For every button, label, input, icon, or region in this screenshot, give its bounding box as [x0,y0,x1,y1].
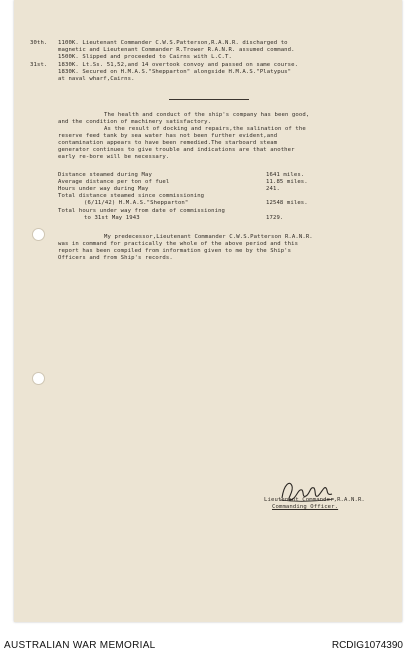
paragraph-1-line-6: generator continues to give trouble and indications are that another [58,147,295,153]
paragraph-1-line-2: and the condition of machinery satisfactory. [58,119,212,125]
punch-hole-top [32,228,45,241]
stat-value-distance-may: 1641 miles. [266,172,305,178]
stat-value-total-hours: 1729. [266,215,284,221]
stat-label-total-distance: Total distance steamed since commissioning [58,193,205,199]
punch-hole-bottom [32,372,45,385]
stat-label-distance-may: Distance steamed during May [58,172,152,178]
entry-30th-line-3: 1500K. Slipped and proceeded to Cairns with L.C.T. [58,54,232,60]
document-page [14,0,402,622]
stat-value-distance-per-ton: 11.85 miles. [266,179,308,185]
stat-value-total-distance: 12548 miles. [266,200,308,206]
entry-date-31st: 31st. [30,62,48,68]
stat-label-commission-date: (6/11/42) H.M.A.S."Shepparton" [84,200,189,206]
paragraph-2-line-2: was in command for practically the whole of the above period and this [58,241,299,247]
paragraph-2-line-4: Officers and from Ship's records. [58,255,173,261]
signature-role: Commanding Officer. [272,504,339,510]
entry-date-30th: 30th. [30,40,48,46]
stat-label-distance-per-ton: Average distance per ton of fuel [58,179,170,185]
entry-31st-line-3: at naval wharf,Cairns. [58,76,135,82]
entry-30th-line-1: 1100K. Lieutenant Commander C.W.S.Patterson,R.A.N.R. discharged to [58,40,288,46]
stat-label-to-date: to 31st May 1943 [84,215,140,221]
entry-31st-line-2: 1830K. Secured on H.M.A.S."Shepparton" alongside H.M.A.S."Platypus" [58,69,292,75]
paragraph-1-line-4: reserve feed tank by sea water has not been further evident,and [58,133,278,139]
stat-label-total-hours: Total hours under way from date of commissioning [58,208,226,214]
paragraph-2-line-1: My predecessor,Lieutenant Commander C.W.S.Patterson R.A.N.R. [104,234,313,240]
paragraph-1-line-3: As the result of docking and repairs,the salination of the [104,126,306,132]
entry-31st-line-1: 1830K. Lt.Ss. 51,52,and 14 overtook convoy and passed on same course. [58,62,299,68]
paragraph-1-line-5: contamination appears to have been remedied.The starboard steam [58,140,278,146]
paragraph-1-line-1: The health and conduct of the ship's company has been good, [104,112,310,118]
paragraph-1-line-7: early re-bore will be necessary. [58,154,170,160]
stat-label-hours-may: Hours under way during May [58,186,149,192]
paragraph-2-line-3: report has been compiled from information given to me by the Ship's [58,248,292,254]
stat-value-hours-may: 241. [266,186,280,192]
entry-30th-line-2: magnetic and Lieutenant Commander R.Trower R.A.N.R. assumed command. [58,47,295,53]
signature-rank: Lieutenant Commander,R.A.N.R. [264,497,365,503]
section-divider [169,99,249,100]
footer-record-id: RCDIG1074390 [331,640,403,651]
footer-institution: AUSTRALIAN WAR MEMORIAL [4,640,156,651]
